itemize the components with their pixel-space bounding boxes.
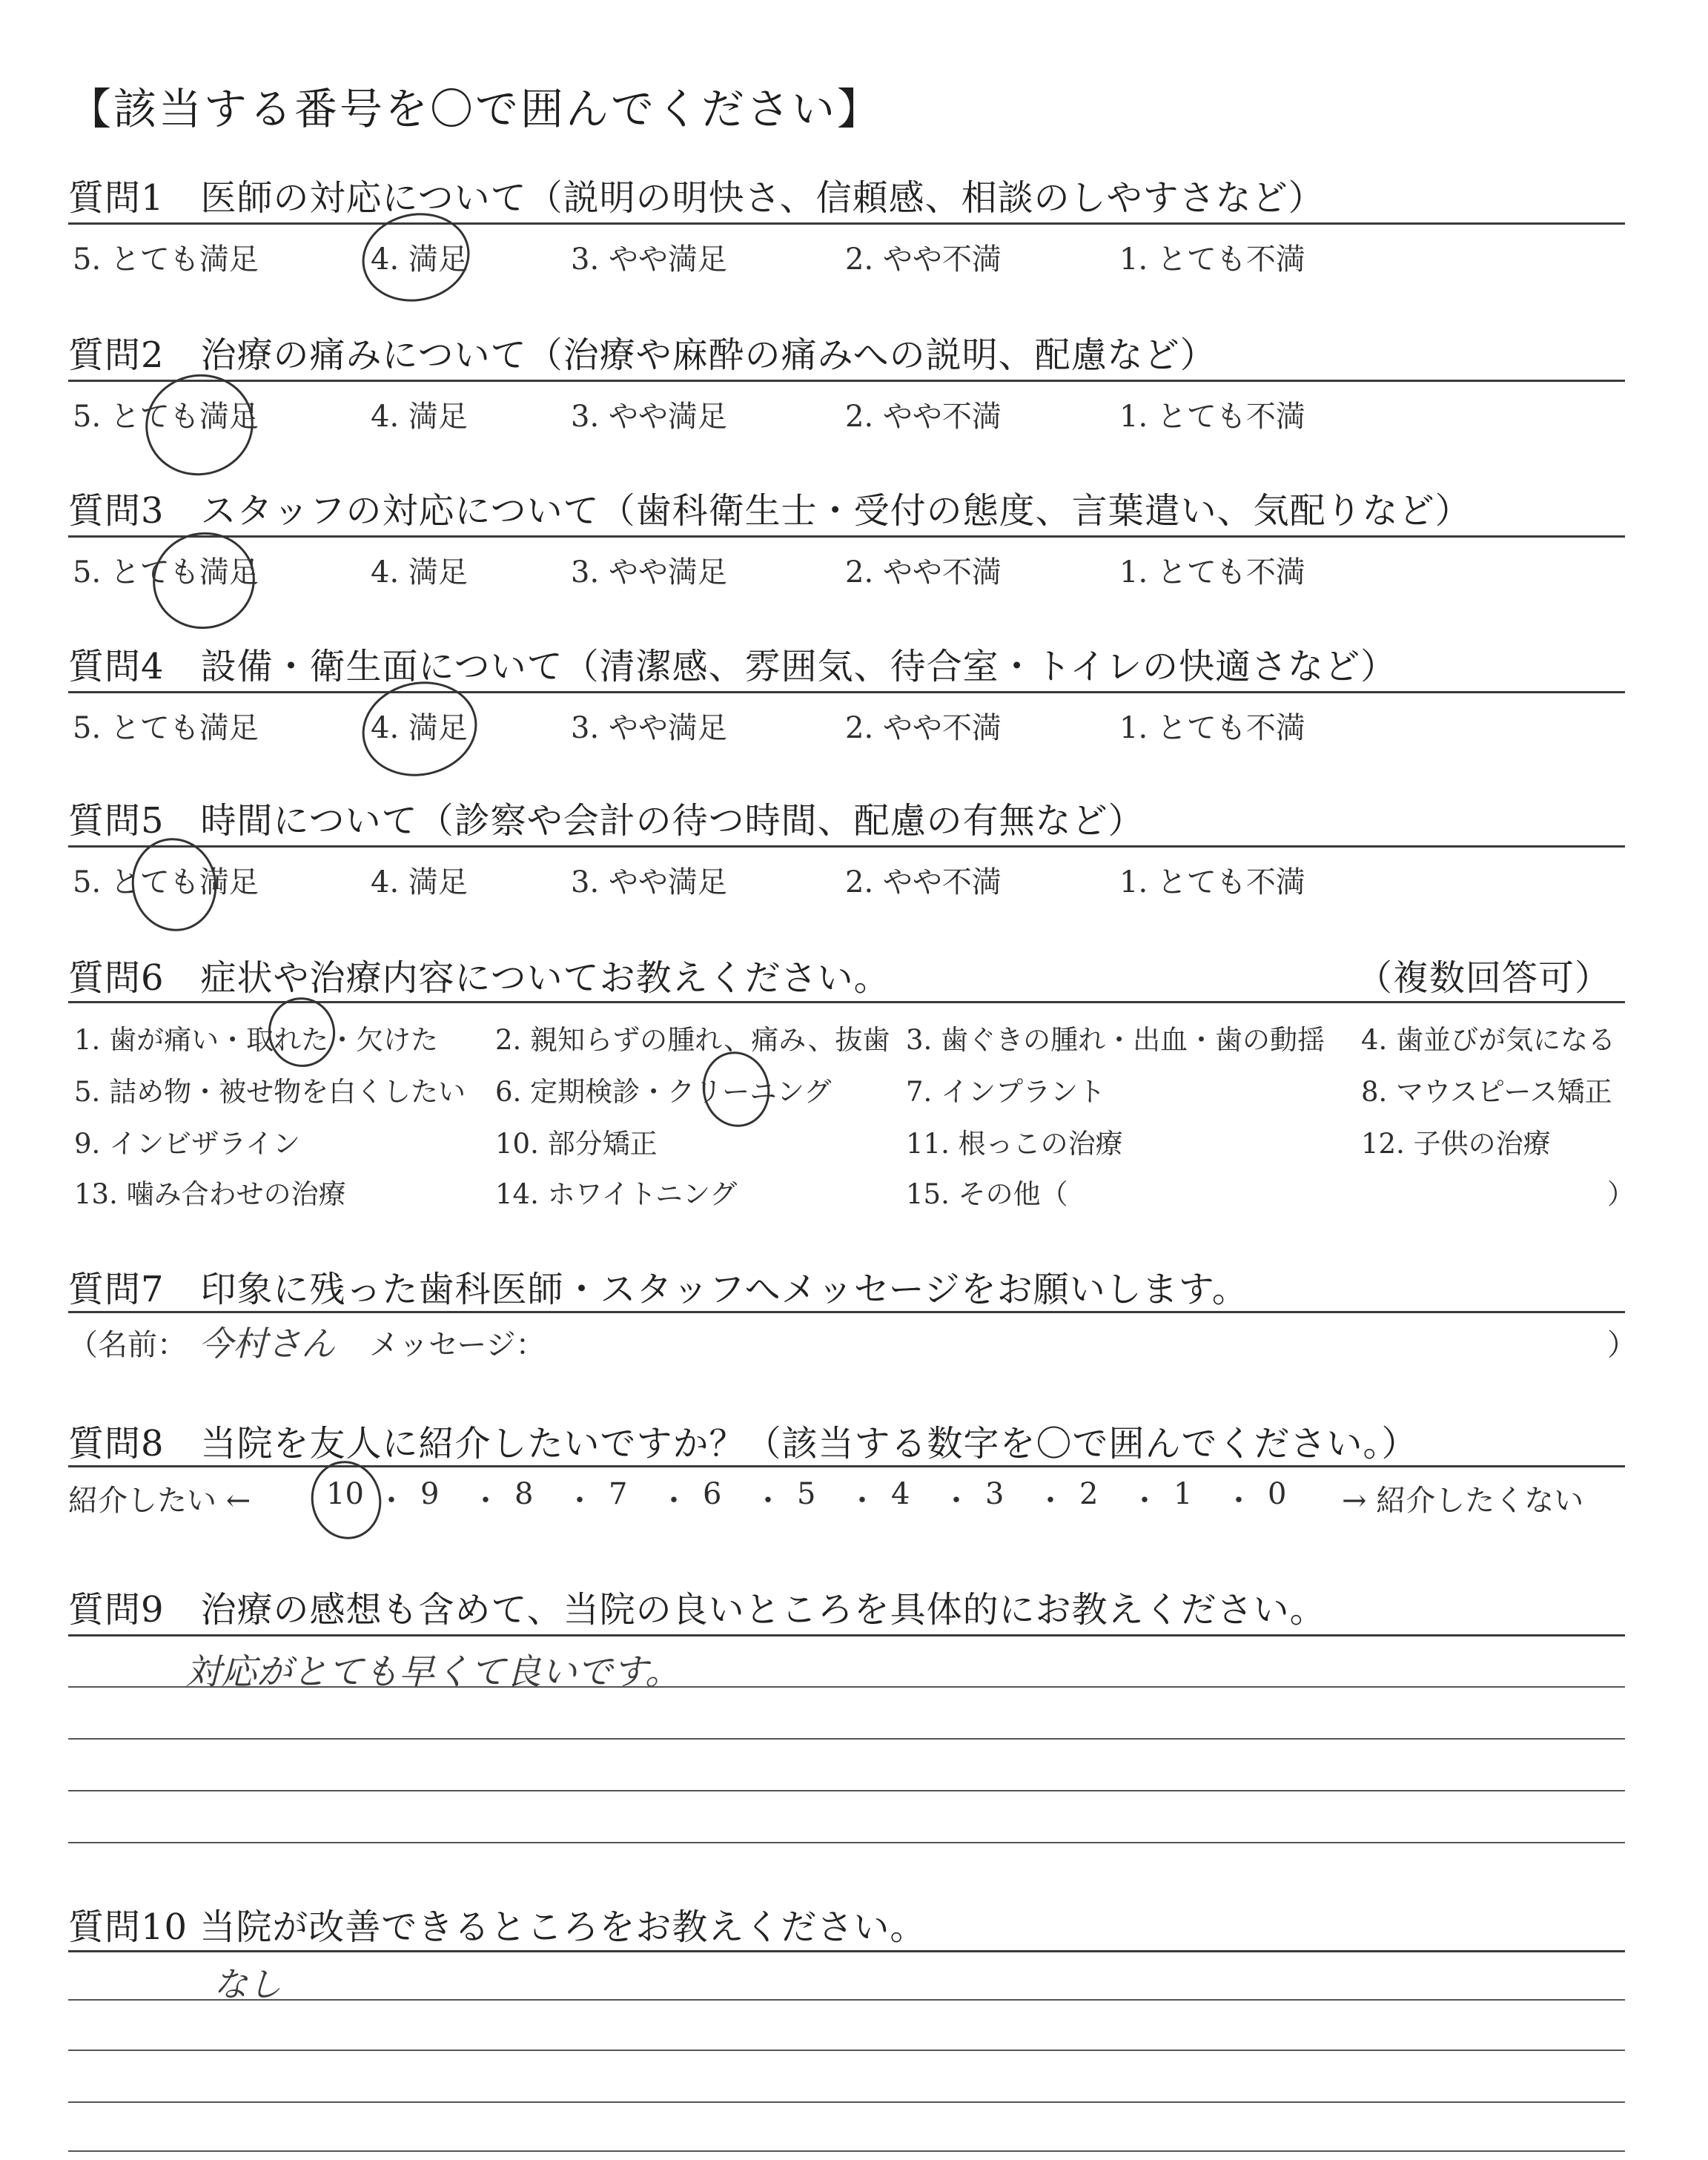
question-4-label: 質問4 設備・衛生面について（清潔感、雰囲気、待合室・トイレの快適さなど） [68,646,1397,687]
symptom-option-5[interactable]: 5. 詰め物・被せ物を白くしたい [74,1076,466,1108]
question-6-note: （複数回答可） [1357,957,1612,999]
question-8-label: 質問8 当院を友人に紹介したいですか？（該当する数字を〇で囲んでください。） [68,1423,1418,1464]
symptom-option-2[interactable]: 2. 親知らずの腫れ、痛み、抜歯 [495,1024,890,1056]
q2-selection-circle [136,364,262,485]
question-5-rule [68,845,1625,848]
q10-answer-handwritten[interactable]: なし [214,1964,282,2004]
q2-option-1[interactable]: 1. とても不満 [1119,400,1305,434]
q8-scale-value-8[interactable]: 8 [514,1477,534,1511]
q7-close-paren: ） [1607,1328,1637,1362]
question-3-label: 質問3 スタッフの対応について（歯科衛生士・受付の態度、言葉遣い、気配りなど） [68,490,1472,532]
symptom-option-8[interactable]: 8. マウスピース矯正 [1361,1076,1612,1108]
q8-scale-value-7[interactable]: 7 [609,1477,628,1511]
q8-scale-value-9[interactable]: 9 [420,1477,440,1511]
form-title: 【該当する番号を〇で囲んでください】 [68,84,883,134]
q3-option-3[interactable]: 3. やや満足 [571,555,727,589]
q10-line-2 [68,2050,1625,2051]
symptom-option-7[interactable]: 7. インプラント [906,1076,1106,1108]
q10-line-4 [68,2150,1625,2152]
q8-scale-separator: ・ [659,1484,689,1518]
question-10-rule [68,1950,1625,1952]
q3-option-4[interactable]: 4. 満足 [371,555,468,589]
symptom-option-1[interactable]: 1. 歯が痛い・取れた・欠けた [74,1024,439,1056]
question-7-label: 質問7 印象に残った歯科医師・スタッフへメッセージをお願いします。 [68,1269,1248,1310]
q8-scale-separator: ・ [1224,1484,1254,1518]
question-1-rule [68,222,1625,225]
q1-option-5[interactable]: 5. とても満足 [73,242,259,277]
q8-scale-separator: ・ [1036,1484,1065,1518]
q8-scale-value-0[interactable]: 0 [1268,1477,1287,1511]
q9-line-2 [68,1738,1625,1740]
symptom-option-12[interactable]: 12. 子供の治療 [1361,1128,1551,1160]
question-9-rule [68,1634,1625,1636]
q9-answer-handwritten[interactable]: 対応がとても早くて良いです。 [185,1651,681,1693]
q8-scale-separator: ・ [847,1484,877,1518]
q6-selection-circle-6 [695,1046,776,1133]
q5-option-2[interactable]: 2. やや不満 [845,865,1002,899]
q8-scale-separator: ・ [753,1484,783,1518]
q8-scale-separator: ・ [471,1484,500,1518]
q8-scale-separator: ・ [565,1484,595,1518]
q4-option-5[interactable]: 5. とても満足 [73,711,259,745]
q5-option-3[interactable]: 3. やや満足 [571,865,727,899]
q2-option-3[interactable]: 3. やや満足 [571,400,727,434]
q8-scale-separator: ・ [941,1484,971,1518]
q8-scale-value-10[interactable]: 10 [326,1477,364,1511]
q5-option-1[interactable]: 1. とても不満 [1119,865,1305,899]
q3-option-1[interactable]: 1. とても不満 [1119,555,1305,589]
symptom-option-9[interactable]: 9. インビザライン [74,1128,300,1160]
q8-scale-value-2[interactable]: 2 [1079,1477,1099,1511]
symptom-option-6[interactable]: 6. 定期検診・クリーニング [495,1076,832,1108]
q7-name-handwritten[interactable]: 今村さん [199,1324,335,1364]
symptom-option-14[interactable]: 14. ホワイトニング [495,1178,738,1210]
q8-left-label: 紹介したい ← [68,1484,251,1518]
question-8-rule [68,1465,1625,1467]
q1-option-3[interactable]: 3. やや満足 [571,242,727,277]
q9-line-3 [68,1790,1625,1791]
question-10-label: 質問10 当院が改善できるところをお教えください。 [68,1906,927,1948]
q1-option-2[interactable]: 2. やや不満 [845,242,1002,277]
q6-selection-circle-1 [262,991,342,1074]
q1-option-4[interactable]: 4. 満足 [371,242,468,277]
q5-option-4[interactable]: 4. 満足 [371,865,468,899]
symptom-option-15[interactable]: 15. その他（ [906,1178,1068,1210]
q8-scale-separator: ・ [377,1484,406,1518]
q7-message-label: メッセージ： [369,1328,546,1362]
question-9-label: 質問9 治療の感想も含めて、当院の良いところを具体的にお教えください。 [68,1589,1326,1631]
q9-line-1 [68,1686,1625,1688]
q1-option-1[interactable]: 1. とても不満 [1119,242,1305,277]
q3-option-5[interactable]: 5. とても満足 [73,555,259,589]
q3-selection-circle [144,523,264,638]
q4-option-1[interactable]: 1. とても不満 [1119,711,1305,745]
question-7-rule [68,1311,1625,1313]
q9-line-4 [68,1842,1625,1843]
q3-option-2[interactable]: 2. やや不満 [845,555,1002,589]
q8-scale-value-6[interactable]: 6 [703,1477,722,1511]
q10-line-1 [68,1999,1625,2001]
question-6-label: 質問6 症状や治療内容についてお教えください。 [68,957,890,999]
q8-scale-value-5[interactable]: 5 [797,1477,816,1511]
q10-line-3 [68,2101,1625,2103]
q2-option-2[interactable]: 2. やや不満 [845,400,1002,434]
symptom-option-3[interactable]: 3. 歯ぐきの腫れ・出血・歯の動揺 [906,1024,1325,1056]
symptom-option-4[interactable]: 4. 歯並びが気になる [1361,1024,1616,1056]
q7-name-label: （名前： [68,1328,187,1362]
q2-option-4[interactable]: 4. 満足 [371,400,468,434]
question-1-label: 質問1 医師の対応について（説明の明快さ、信頼感、相談のしやすさなど） [68,177,1325,219]
symptom-option-13[interactable]: 13. 噛み合わせの治療 [74,1178,346,1210]
question-4-rule [68,691,1625,693]
q2-option-5[interactable]: 5. とても満足 [73,400,259,434]
q4-option-2[interactable]: 2. やや不満 [845,711,1002,745]
symptom-other-close: ） [1607,1178,1635,1210]
q4-option-3[interactable]: 3. やや満足 [571,711,727,745]
question-2-rule [68,380,1625,382]
q8-scale-value-3[interactable]: 3 [985,1477,1004,1511]
q5-option-5[interactable]: 5. とても満足 [73,865,259,899]
symptom-option-11[interactable]: 11. 根っこの治療 [906,1128,1123,1160]
symptom-option-10[interactable]: 10. 部分矯正 [495,1128,658,1160]
question-5-label: 質問5 時間について（診察や会計の待つ時間、配慮の有無など） [68,800,1145,842]
q8-scale-separator: ・ [1130,1484,1159,1518]
q8-selection-circle [304,1454,388,1545]
q8-scale-value-4[interactable]: 4 [891,1477,910,1511]
question-3-rule [68,535,1625,538]
q8-right-label: → 紹介したくない [1342,1484,1584,1518]
q8-scale-value-1[interactable]: 1 [1174,1477,1193,1511]
q4-option-4[interactable]: 4. 満足 [371,711,468,745]
question-2-label: 質問2 治療の痛みについて（治療や麻酔の痛みへの説明、配慮など） [68,334,1217,376]
